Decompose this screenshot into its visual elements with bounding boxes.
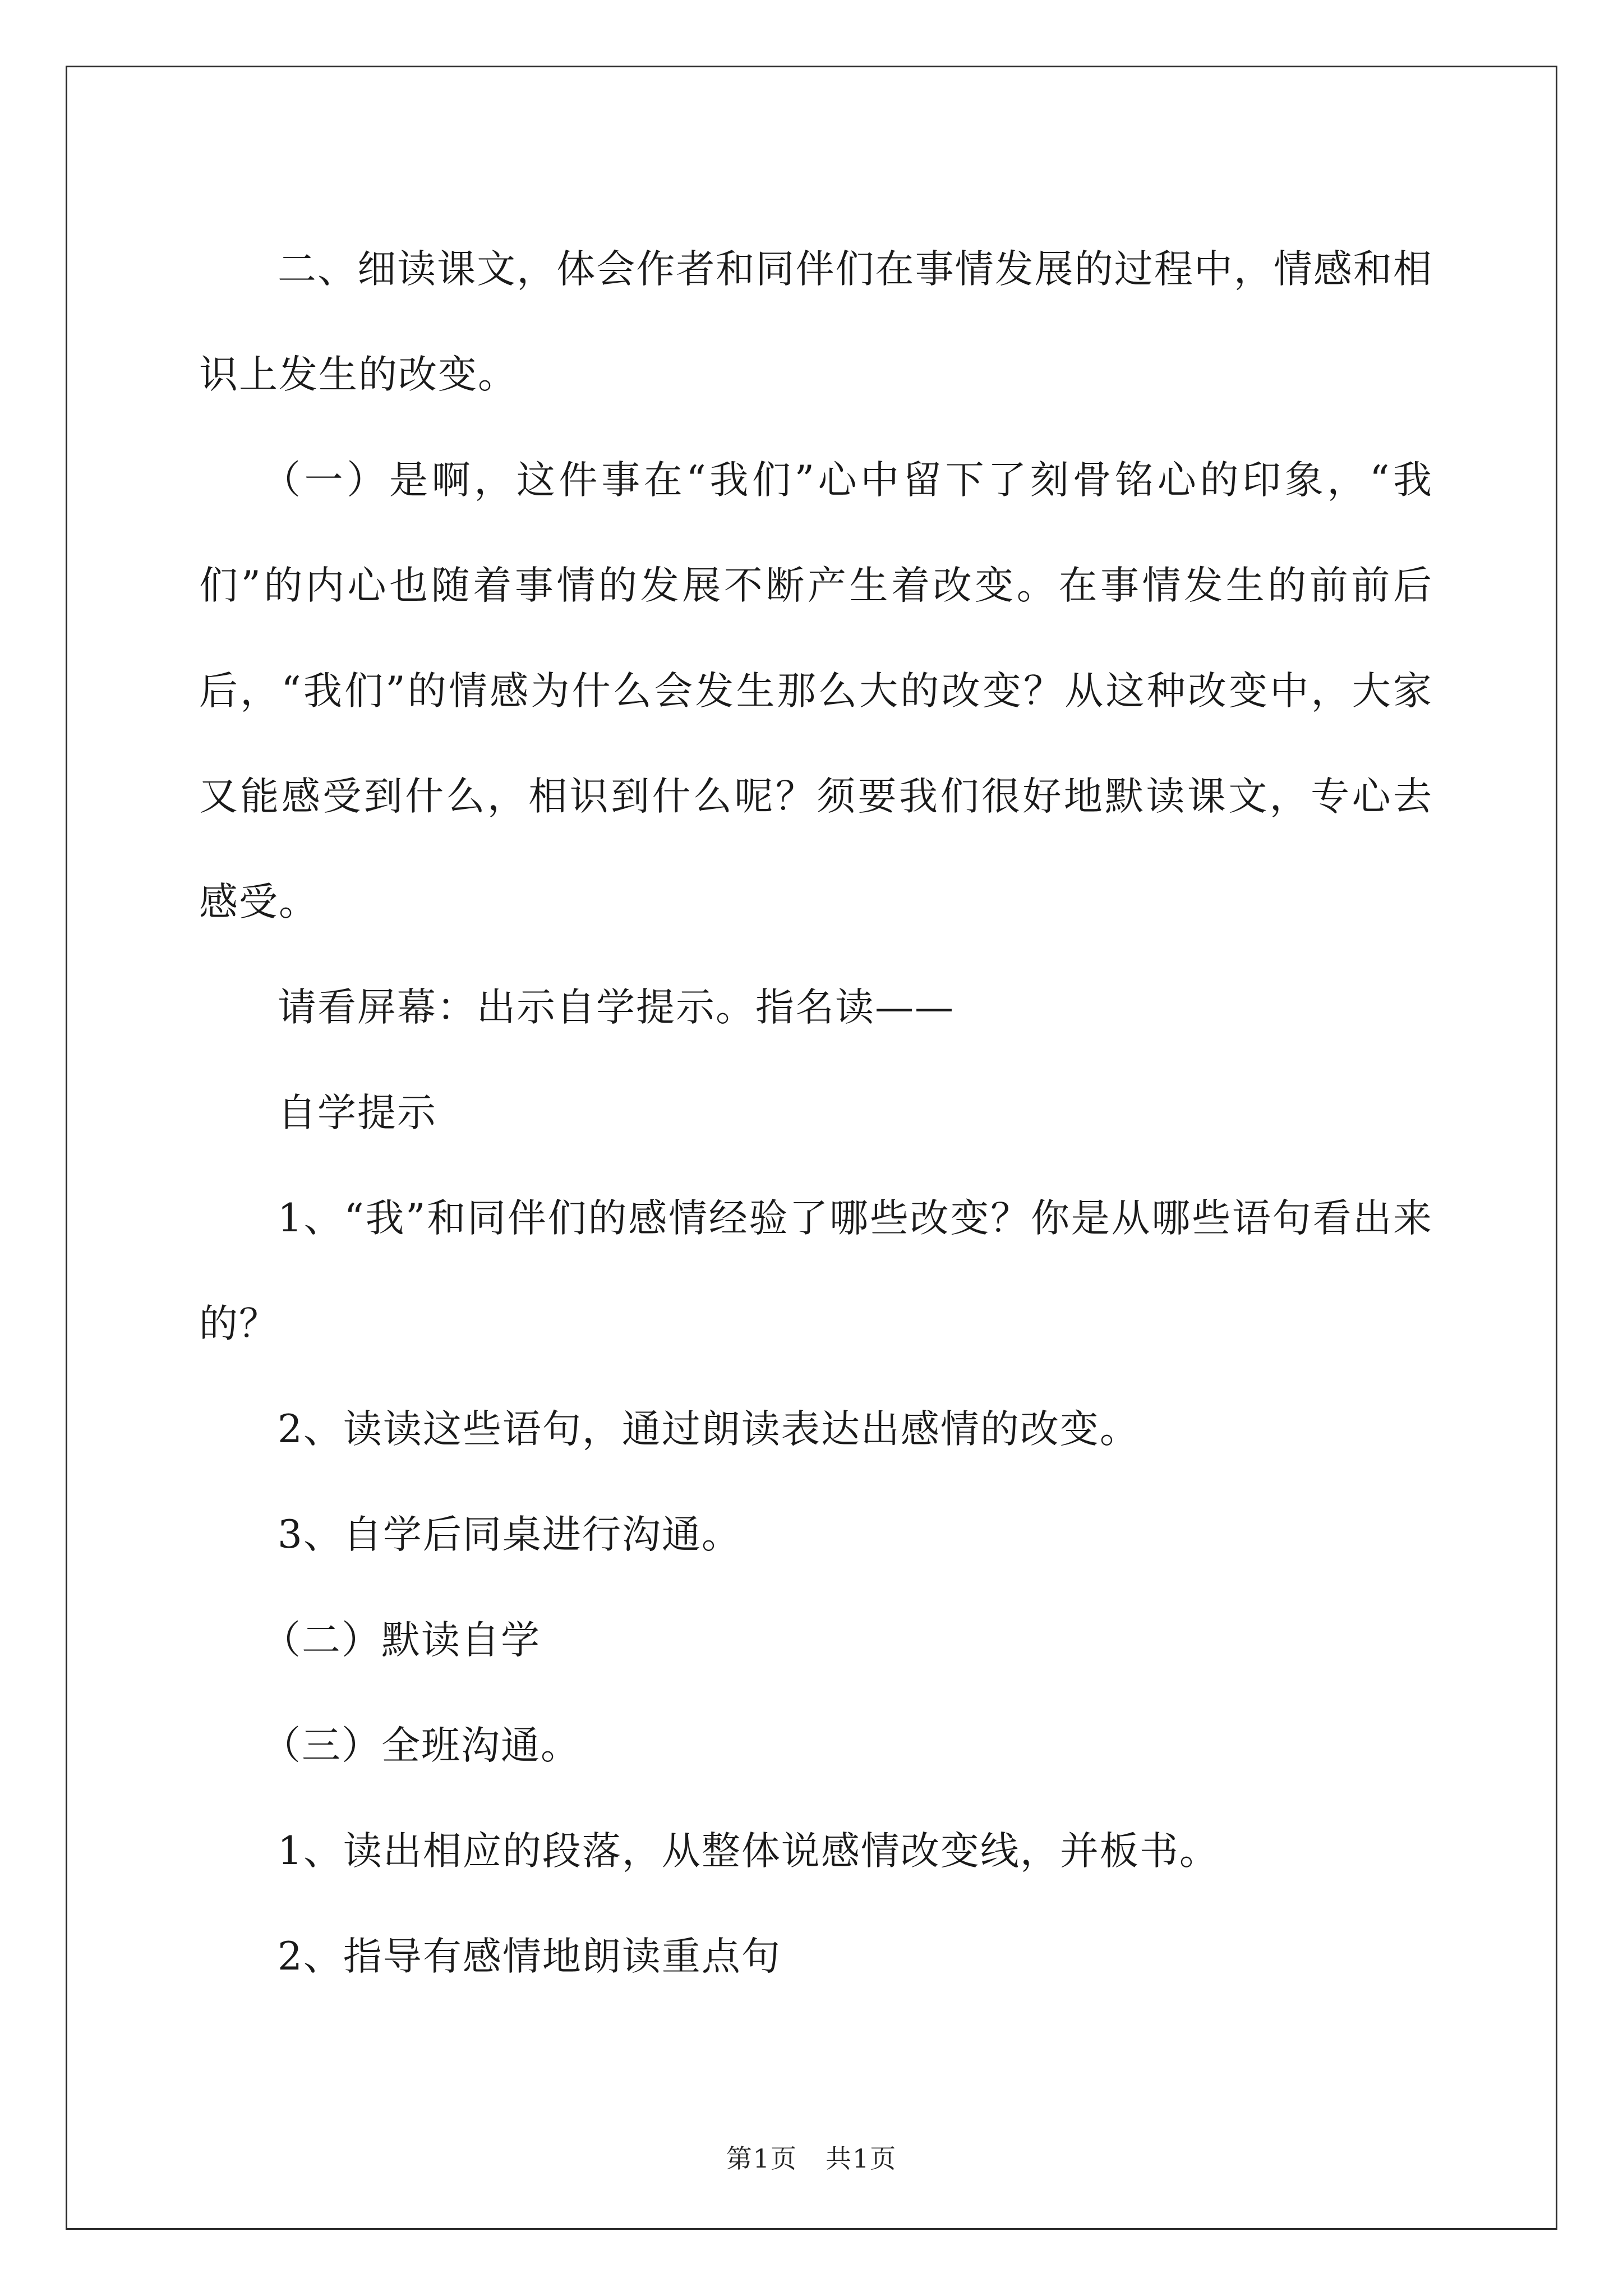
paragraph: 3、自学后同桌进行沟通。 — [278, 1512, 741, 1557]
paragraph: （三）全班沟通。 — [262, 1723, 580, 1768]
paragraph: （二）默读自学 — [262, 1618, 541, 1663]
paragraph: 二、细读课文，体会作者和同伴们在事情发展的过程中，情感和相识上发生的改变。 — [199, 247, 1433, 397]
paragraph: 2、指导有感情地朗读重点句 — [278, 1934, 781, 1979]
document-body — [199, 217, 1433, 2009]
paragraph: （一）是啊，这件事在“我们”心中留下了刻骨铭心的印象，“我们”的内心也随着事情的发展不断产生着改变。在事情发生的前前后后，“我们”的情感为什么会发生那么大的改变？从这种改变中，大家又能感受到什么，相识到什么呢？须要我们很好地默读课文，专心去感受。 — [199, 458, 1433, 924]
paragraph: 1、“我”和同伴们的感情经验了哪些改变？你是从哪些语句看出来的？ — [199, 1196, 1433, 1346]
paragraph: 2、读读这些语句，通过朗读表达出感情的改变。 — [278, 1407, 1140, 1452]
paragraph: 1、读出相应的段落，从整体说感情改变线，并板书。 — [278, 1829, 1219, 1874]
page-number-total: 共1页 — [826, 2143, 897, 2174]
page-footer — [0, 2138, 1623, 2175]
paragraph-heading: 自学提示 — [278, 1091, 437, 1135]
paragraph: 请看屏幕：出示自学提示。指名读—— — [278, 985, 955, 1030]
page-number-current: 第1页 — [726, 2143, 797, 2174]
